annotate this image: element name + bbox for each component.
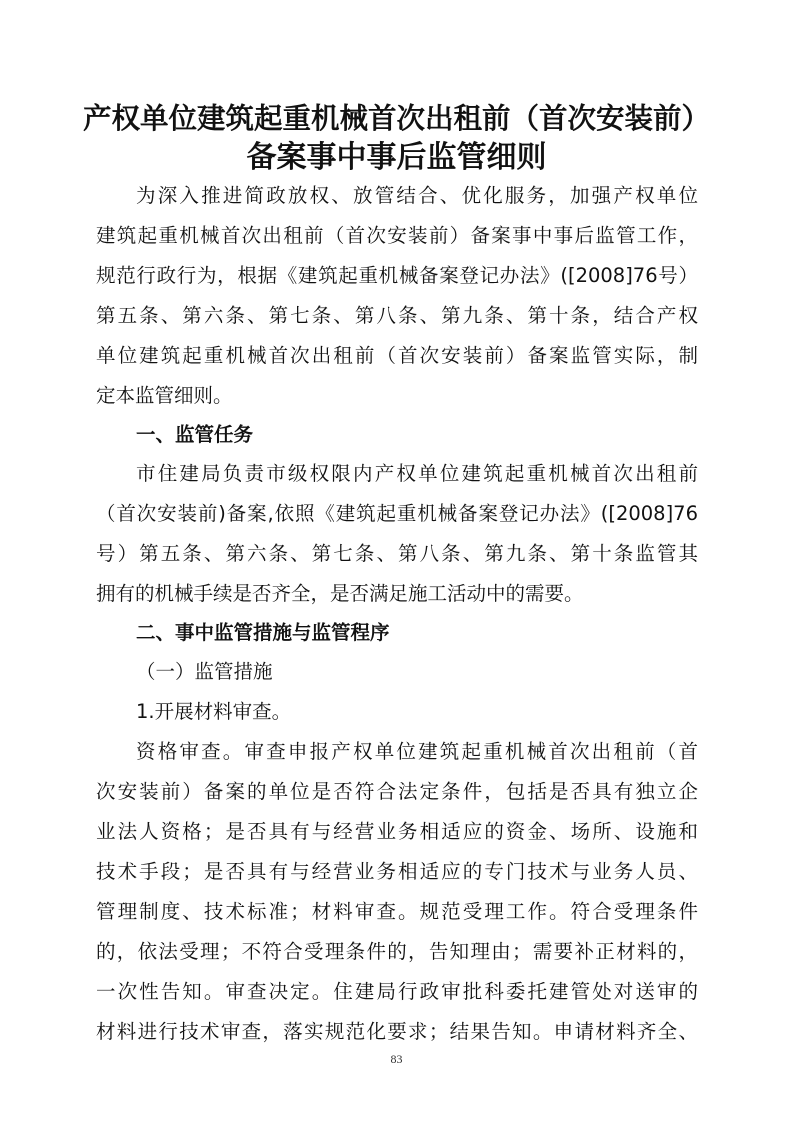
item1-heading: 1.开展材料审查。 xyxy=(136,700,292,723)
intro-line: 单位建筑起重机械首次出租前（首次安装前）备案监管实际，制 xyxy=(96,344,698,367)
section1-line: （首次安装前)备案,依照《建筑起重机械备案登记办法》([2008]76 xyxy=(96,502,698,525)
section2-heading: 二、事中监管措施与监管程序 xyxy=(136,621,390,644)
page-number: 83 xyxy=(390,1052,403,1066)
item1-line: 材料进行技术审查，落实规范化要求；结果告知。申请材料齐全、 xyxy=(96,1020,698,1043)
intro-line: 规范行政行为，根据《建筑起重机械备案登记办法》([2008]76号） xyxy=(96,264,698,287)
section1-line: 号）第五条、第六条、第七条、第八条、第九条、第十条监管其 xyxy=(96,542,698,565)
item1-line: 技术手段；是否具有与经营业务相适应的专门技术与业务人员、 xyxy=(96,860,698,883)
section1-line: 拥有的机械手续是否齐全，是否满足施工活动中的需要。 xyxy=(96,582,584,605)
item1-line: 一次性告知。审查决定。住建局行政审批科委托建管处对送审的 xyxy=(96,980,698,1003)
document-title-line1: 产权单位建筑起重机械首次出租前（首次安装前） xyxy=(82,101,710,135)
document-title-line2: 备案事中事后监管细则 xyxy=(246,140,547,175)
section1-heading: 一、监管任务 xyxy=(136,423,254,446)
item1-line: 业法人资格；是否具有与经营业务相适应的资金、场所、设施和 xyxy=(96,820,698,843)
intro-line: 建筑起重机械首次出租前（首次安装前）备案事中事后监管工作， xyxy=(96,224,698,247)
intro-line: 定本监管细则。 xyxy=(96,384,233,407)
item1-line: 资格审查。审查申报产权单位建筑起重机械首次出租前（首 xyxy=(136,740,698,763)
subsection1-heading: （一）监管措施 xyxy=(136,660,273,683)
intro-line: 为深入推进简政放权、放管结合、优化服务，加强产权单位 xyxy=(136,184,698,207)
item1-line: 次安装前）备案的单位是否符合法定条件，包括是否具有独立企 xyxy=(96,780,698,803)
item1-line: 的，依法受理；不符合受理条件的，告知理由；需要补正材料的， xyxy=(96,940,698,963)
intro-line: 第五条、第六条、第七条、第八条、第九条、第十条，结合产权 xyxy=(96,304,698,327)
section1-line: 市住建局负责市级权限内产权单位建筑起重机械首次出租前 xyxy=(136,462,698,485)
item1-line: 管理制度、技术标准；材料审查。规范受理工作。符合受理条件 xyxy=(96,900,698,923)
